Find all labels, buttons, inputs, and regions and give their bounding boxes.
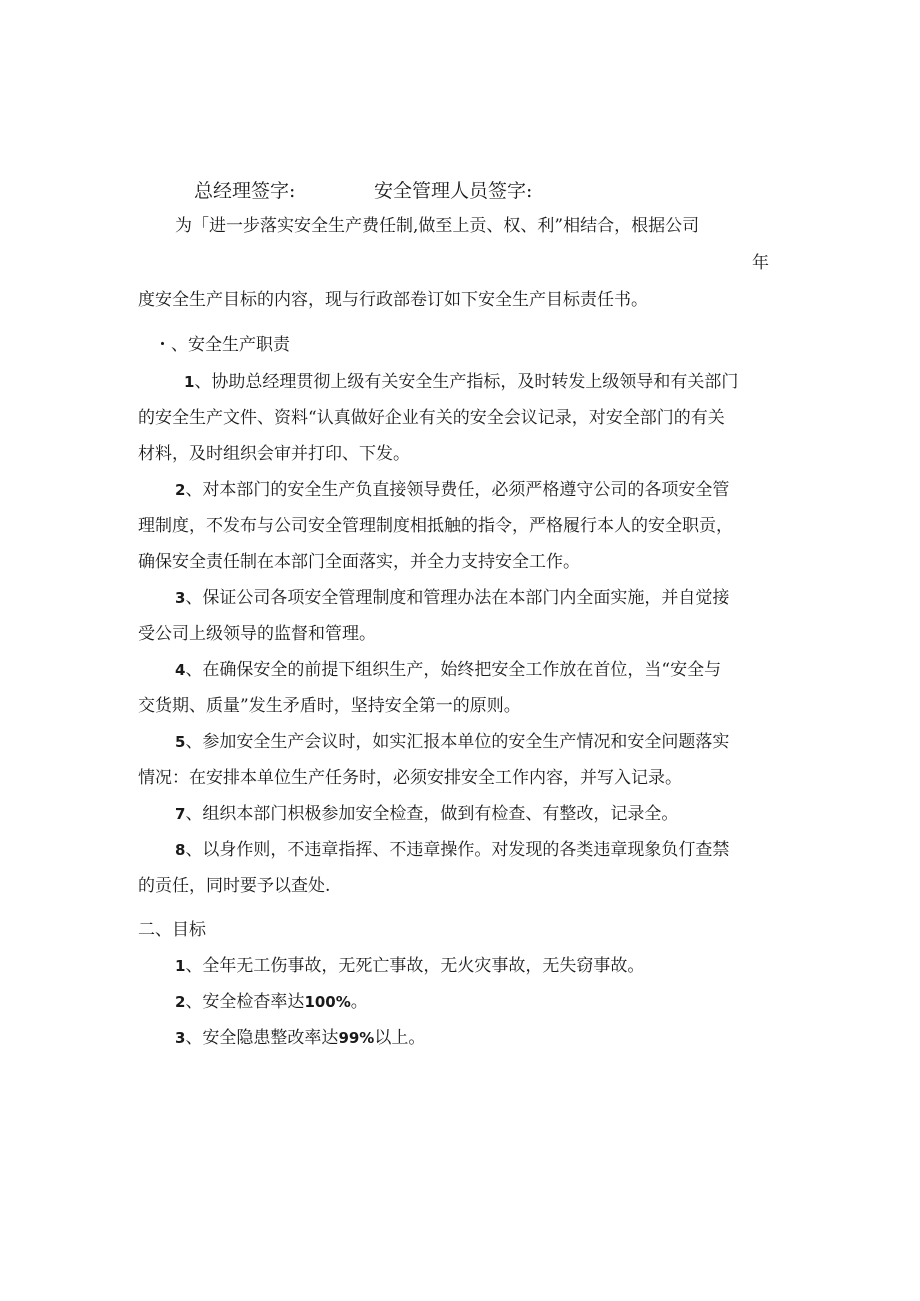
duty-item-8-line-2: 的贡任，同时要予以查处. bbox=[138, 876, 331, 896]
duty-item-4-line-2: 交货期、质量”发生矛盾时，坚持安全第一的原则。 bbox=[138, 696, 521, 716]
duty-item-5-line-1: 5、参加安全生产会议时，如实汇报本单位的安全生产情况和安全问题落实 bbox=[175, 732, 730, 752]
duty-item-8-line-1: 8、以身作则，不违章指挥、不违章操作。对发现的各类违章现象负仃查禁 bbox=[175, 840, 730, 860]
goal-number: 1 bbox=[175, 957, 186, 975]
duty-item-number: 4 bbox=[175, 661, 186, 679]
duty-item-1-line-1: 1、协助总经理贯彻上级有关安全生产指标，及时转发上级领导和有关部门 bbox=[184, 372, 739, 392]
gm-signature-label: 总经理签字: bbox=[194, 180, 296, 202]
goal-percentage: 100% bbox=[304, 993, 351, 1011]
duty-item-number: 3 bbox=[175, 589, 186, 607]
duty-item-number: 7 bbox=[175, 805, 186, 823]
goal-number: 2 bbox=[175, 993, 186, 1011]
duty-item-3-line-1: 3、保证公司各项安全管理制度和管理办法在本部门内全面实施，并自觉接 bbox=[175, 588, 730, 608]
safety-signature-label: 安全管理人员签字: bbox=[374, 180, 533, 202]
duty-item-2-line-1: 2、对本部门的安全生产负直接领导费任，必须严格遵守公司的各项安全管 bbox=[175, 480, 730, 500]
duty-item-2-line-3: 确保安全责任制在本部门全面落实，并全力支持安全工作。 bbox=[138, 552, 580, 572]
duty-item-2-line-2: 理制度，不发布与公司安全管理制度相抵触的指令，严格履行本人的安全职贡， bbox=[138, 516, 733, 536]
duty-item-4-line-1: 4、在确保安全的前提下组织生产，始终把安全工作放在首位，当“安全与 bbox=[175, 660, 722, 680]
goal-item-3: 3、安全隐患整改率达99%以上。 bbox=[175, 1028, 426, 1048]
section-heading-duties: ・、安全生产职责 bbox=[154, 335, 290, 355]
intro-year: 年 bbox=[752, 253, 769, 273]
duty-item-1-line-3: 材料，及时组织会审并打印、下发。 bbox=[138, 444, 410, 464]
duty-item-5-line-2: 情况：在安排本单位生产任务时，必须安排安全工作内容，并写入记录。 bbox=[138, 768, 682, 788]
intro-line-1: 为「进一步落实安全生产费任制,做至上贡、权、利”相结合，根据公司 bbox=[175, 216, 700, 236]
duty-item-number: 2 bbox=[175, 481, 186, 499]
duty-item-number: 5 bbox=[175, 733, 186, 751]
goal-item-1: 1、全年无工伤事故，无死亡事故，无火灾事故，无失窃事故。 bbox=[175, 956, 645, 976]
duty-item-1-line-2: 的安全生产文件、资料“认真做好企业有关的安全会议记录，对安全部门的有关 bbox=[138, 408, 725, 428]
goal-percentage: 99% bbox=[338, 1029, 375, 1047]
intro-line-2: 度安全生产目标的内容，现与行政部卷订如下安全生产目标责任书。 bbox=[138, 290, 648, 310]
duty-item-number: 8 bbox=[175, 841, 186, 859]
goal-number: 3 bbox=[175, 1029, 186, 1047]
duty-item-number: 1 bbox=[184, 373, 195, 391]
section-heading-goals: 二、目标 bbox=[138, 920, 206, 940]
duty-item-7-line-1: 7、组织本部门枳极参加安全检查，做到有检查、有整改，记录全。 bbox=[175, 804, 679, 824]
duty-item-3-line-2: 受公司上级领导的监督和管理。 bbox=[138, 624, 376, 644]
goal-item-2: 2、安全检杳率达100%。 bbox=[175, 992, 368, 1012]
